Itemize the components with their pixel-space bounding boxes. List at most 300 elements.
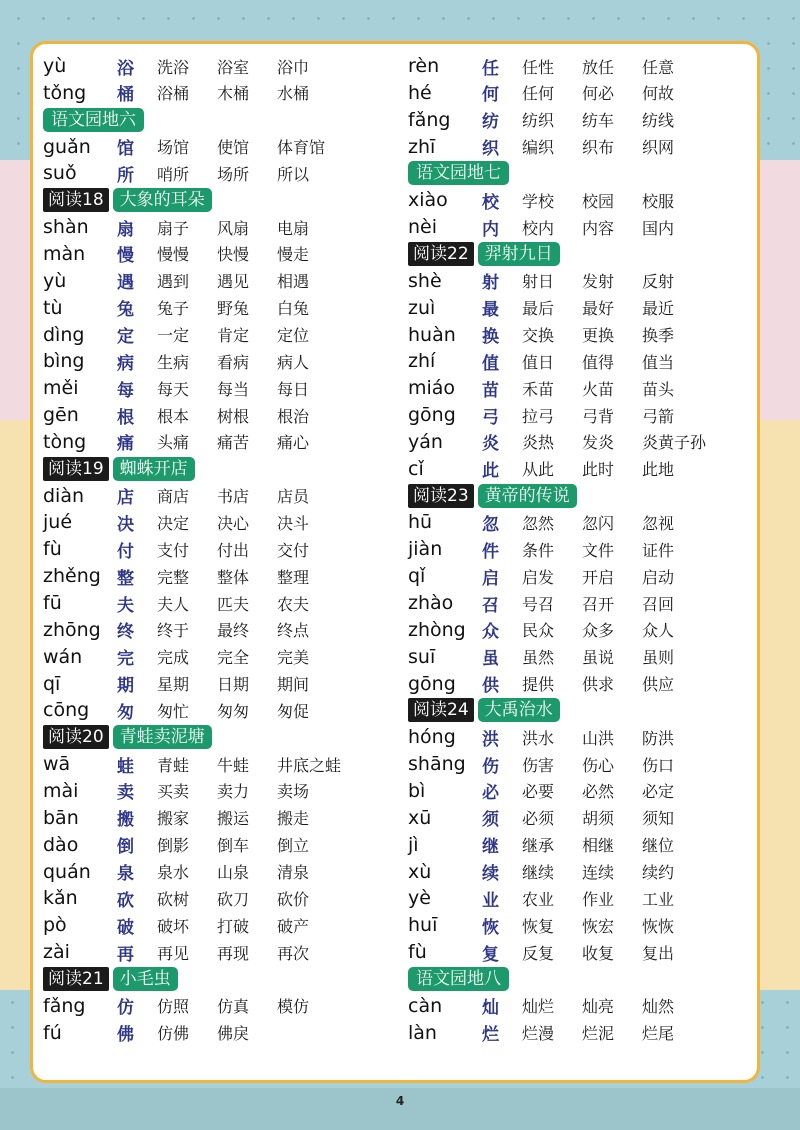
pinyin: bìng — [43, 350, 85, 373]
section-header — [408, 697, 560, 723]
character: 纺 — [482, 112, 499, 133]
example-word: 牛蛙 — [217, 755, 250, 775]
example-word: 遇见 — [217, 272, 250, 292]
vocab-row — [43, 375, 337, 401]
example-word: 任何 — [522, 84, 555, 104]
example-word: 最近 — [642, 299, 675, 319]
example-word: 发射 — [582, 272, 615, 292]
character: 须 — [482, 810, 499, 831]
example-word: 纺织 — [522, 111, 555, 131]
vocab-row — [43, 536, 337, 562]
vocab-row — [408, 617, 702, 643]
example-word: 所以 — [277, 164, 310, 184]
example-word: 必然 — [582, 782, 615, 802]
character: 此 — [482, 461, 499, 482]
pinyin: suī — [408, 645, 436, 668]
character: 苗 — [482, 380, 499, 401]
pinyin: yán — [408, 430, 443, 453]
example-word: 倒立 — [277, 836, 310, 856]
example-word: 发炎 — [582, 433, 615, 453]
character: 定 — [117, 327, 134, 347]
example-word: 学校 — [522, 191, 555, 211]
example-word: 号召 — [522, 594, 555, 614]
pinyin: càn — [408, 994, 443, 1017]
character: 件 — [482, 541, 499, 562]
example-word: 必要 — [522, 782, 555, 802]
example-word: 提供 — [522, 675, 555, 695]
pinyin: gōng — [408, 672, 456, 695]
example-word: 扇子 — [157, 218, 190, 238]
example-word: 忽视 — [642, 513, 675, 533]
example-word: 兔子 — [157, 299, 190, 319]
example-word: 浴室 — [217, 57, 250, 77]
example-word: 虽说 — [582, 648, 615, 668]
example-word: 何必 — [582, 84, 615, 104]
character: 最 — [482, 300, 499, 321]
pinyin: qǐ — [408, 565, 426, 588]
vocab-row — [408, 107, 702, 133]
pinyin: wán — [43, 645, 83, 668]
example-word: 场所 — [217, 164, 250, 184]
character: 织 — [482, 139, 499, 160]
vocab-row — [408, 402, 702, 428]
example-word: 倒影 — [157, 836, 190, 856]
example-word: 星期 — [157, 675, 190, 695]
pinyin: quán — [43, 860, 91, 883]
example-word: 召回 — [642, 594, 675, 614]
vocab-row — [43, 590, 337, 616]
example-word: 相遇 — [277, 272, 310, 292]
character: 蛙 — [117, 756, 134, 777]
vocab-row — [43, 751, 377, 777]
example-word: 校内 — [522, 218, 555, 238]
pinyin: jué — [43, 511, 73, 534]
example-word: 头痛 — [157, 433, 190, 453]
vocab-row — [43, 402, 337, 428]
character: 忽 — [482, 514, 499, 535]
example-word: 完美 — [277, 648, 310, 668]
example-word: 最终 — [217, 621, 250, 641]
vocab-row — [43, 160, 337, 186]
lesson-title-label: 黄帝的传说 — [478, 484, 577, 508]
vocab-row — [408, 348, 702, 374]
example-word: 浴桶 — [157, 84, 190, 104]
pinyin: dào — [43, 833, 79, 856]
example-word: 匹夫 — [217, 594, 250, 614]
lesson-number-label: 阅读18 — [43, 188, 109, 212]
character: 每 — [117, 380, 134, 401]
vocab-row — [43, 53, 337, 79]
section-header — [43, 724, 212, 750]
character: 内 — [482, 219, 499, 240]
example-word: 定位 — [277, 326, 310, 345]
character: 付 — [117, 541, 134, 562]
example-word: 织布 — [582, 138, 615, 158]
example-word: 树根 — [217, 406, 250, 426]
pinyin: fǎng — [43, 994, 86, 1017]
example-word: 使馆 — [217, 138, 250, 158]
example-word: 更换 — [582, 326, 615, 345]
example-word: 连续 — [582, 863, 615, 882]
vocab-row — [408, 187, 702, 213]
character: 灿 — [482, 998, 499, 1019]
vocab-row — [408, 134, 702, 160]
character: 仿 — [117, 998, 134, 1019]
example-word: 砍树 — [157, 889, 190, 909]
example-word: 电扇 — [277, 218, 310, 238]
character: 卖 — [117, 783, 134, 804]
example-word: 作业 — [582, 889, 615, 909]
character: 完 — [117, 649, 134, 670]
example-word: 日期 — [217, 675, 250, 695]
example-word: 支付 — [157, 540, 190, 560]
example-word: 破坏 — [157, 916, 190, 936]
example-word: 砍刀 — [217, 889, 250, 909]
example-word: 纺线 — [642, 111, 675, 131]
vocab-row — [408, 805, 702, 831]
example-word: 证件 — [642, 540, 675, 560]
example-word: 启动 — [642, 567, 675, 587]
character: 砍 — [117, 890, 134, 911]
example-word: 匆匆 — [217, 701, 250, 721]
character: 弓 — [482, 407, 499, 428]
vocab-row — [408, 1020, 702, 1046]
example-word: 买卖 — [157, 782, 190, 802]
character: 扇 — [117, 219, 134, 240]
lesson-title-label: 小毛虫 — [113, 967, 178, 991]
pinyin: tǒng — [43, 81, 87, 104]
example-word: 收复 — [582, 943, 615, 963]
vocab-row — [408, 429, 742, 455]
example-word: 砍价 — [277, 889, 310, 909]
vocab-row — [408, 295, 702, 321]
pinyin: guǎn — [43, 135, 91, 158]
example-word: 校服 — [642, 191, 675, 211]
page-number: 4 — [395, 1094, 405, 1108]
example-word: 拉弓 — [522, 406, 555, 426]
example-word: 防洪 — [642, 728, 675, 748]
vocab-row — [43, 134, 377, 160]
example-word: 最后 — [522, 299, 555, 319]
character: 整 — [117, 568, 134, 589]
example-word: 继续 — [522, 863, 555, 882]
example-word: 匆促 — [277, 701, 310, 721]
character: 夫 — [117, 595, 134, 616]
vocab-row — [43, 509, 337, 535]
example-word: 开启 — [582, 567, 615, 587]
character: 痛 — [117, 434, 134, 455]
example-word: 商店 — [157, 487, 190, 507]
example-word: 召开 — [582, 594, 615, 614]
character: 慢 — [117, 246, 134, 267]
example-word: 决心 — [217, 513, 250, 533]
vocab-row — [43, 617, 337, 643]
example-word: 每当 — [217, 379, 250, 399]
example-word: 搬走 — [277, 809, 310, 829]
character: 何 — [482, 85, 499, 106]
example-word: 书店 — [217, 487, 250, 507]
pinyin: dìng — [43, 323, 85, 346]
example-word: 火苗 — [582, 379, 615, 399]
section-title-label: 语文园地七 — [408, 161, 509, 185]
character: 值 — [482, 353, 499, 374]
example-word: 恢复 — [522, 916, 555, 936]
pinyin: zuì — [408, 296, 436, 319]
vocab-row — [43, 563, 337, 589]
lesson-title-label: 大禹治水 — [478, 698, 560, 722]
example-word: 忽闪 — [582, 513, 615, 533]
vocab-row — [408, 375, 702, 401]
character: 虽 — [482, 649, 499, 670]
character: 兔 — [117, 300, 134, 321]
example-word: 根治 — [277, 406, 310, 426]
character: 任 — [482, 58, 499, 79]
vocab-row — [408, 322, 702, 348]
vocab-row — [408, 751, 702, 777]
example-word: 虽则 — [642, 648, 675, 668]
lesson-number-label: 阅读22 — [408, 242, 474, 266]
character: 洪 — [482, 729, 499, 750]
example-word: 供应 — [642, 675, 675, 695]
pinyin: suǒ — [43, 162, 77, 185]
example-word: 终点 — [277, 621, 310, 641]
character: 终 — [117, 622, 134, 643]
example-word: 遇到 — [157, 272, 190, 292]
example-word: 恢恢 — [642, 916, 675, 936]
lesson-number-label: 阅读21 — [43, 967, 109, 991]
example-word: 决斗 — [277, 513, 310, 533]
pinyin: qī — [43, 672, 61, 695]
section-header — [43, 107, 144, 133]
pinyin: fù — [408, 941, 427, 964]
example-word: 交换 — [522, 326, 555, 345]
section-title-label: 语文园地八 — [408, 967, 509, 991]
pinyin: xù — [408, 860, 432, 883]
pinyin: jì — [408, 833, 419, 856]
pinyin: diàn — [43, 484, 85, 507]
pinyin: huàn — [408, 323, 456, 346]
vocab-row — [408, 832, 702, 858]
example-word: 倒车 — [217, 836, 250, 856]
example-word: 必须 — [522, 809, 555, 829]
example-word: 痛苦 — [217, 433, 250, 453]
lesson-number-label: 阅读20 — [43, 725, 109, 749]
vocab-row — [43, 1020, 277, 1046]
example-word: 灿然 — [642, 997, 675, 1017]
section-header — [43, 456, 195, 482]
character: 佛 — [117, 1025, 134, 1046]
example-word: 整理 — [277, 567, 310, 587]
example-word: 射日 — [522, 272, 555, 292]
example-word: 野兔 — [217, 299, 250, 319]
vocab-row — [43, 429, 337, 455]
character: 业 — [482, 890, 499, 911]
vocab-row — [43, 912, 337, 938]
example-word: 浴巾 — [277, 57, 310, 77]
pinyin: fù — [43, 538, 62, 561]
example-word: 付出 — [217, 540, 250, 560]
example-word: 校园 — [582, 191, 615, 211]
example-word: 烂尾 — [642, 1024, 675, 1044]
section-header — [43, 187, 212, 213]
example-word: 完成 — [157, 648, 190, 668]
section-title-label: 语文园地六 — [43, 108, 144, 132]
example-word: 反射 — [642, 272, 675, 292]
example-word: 炎热 — [522, 433, 555, 453]
example-word: 禾苗 — [522, 379, 555, 399]
example-word: 体育馆 — [277, 138, 326, 158]
vocab-row — [408, 509, 702, 535]
pinyin: fǎng — [408, 108, 451, 131]
example-word: 内容 — [582, 218, 615, 238]
example-word: 纺车 — [582, 111, 615, 131]
character: 续 — [482, 864, 499, 884]
section-header — [408, 241, 560, 267]
vocab-row — [43, 348, 337, 374]
example-word: 胡须 — [582, 809, 615, 829]
vocab-row — [43, 295, 337, 321]
pinyin: yù — [43, 269, 67, 292]
character: 浴 — [117, 58, 134, 79]
example-word: 场馆 — [157, 138, 190, 158]
lesson-title-label: 蜘蛛开店 — [113, 457, 195, 481]
vocab-row — [43, 832, 337, 858]
pinyin: xiào — [408, 189, 448, 212]
character: 破 — [117, 917, 134, 938]
example-word: 破产 — [277, 916, 310, 936]
character: 根 — [117, 407, 134, 428]
pinyin: tù — [43, 296, 63, 319]
example-word: 打破 — [217, 916, 250, 936]
vocab-row — [408, 912, 702, 938]
vocab-row — [43, 214, 337, 240]
section-header — [408, 966, 509, 992]
example-word: 再次 — [277, 943, 310, 963]
example-word: 虽然 — [522, 648, 555, 668]
example-word: 仿照 — [157, 997, 190, 1017]
vocab-row — [408, 53, 702, 79]
character: 校 — [482, 192, 499, 213]
character: 继 — [482, 837, 499, 858]
example-word: 何故 — [642, 84, 675, 104]
lesson-title-label: 青蛙卖泥塘 — [113, 725, 212, 749]
vocab-row — [408, 563, 702, 589]
example-word: 完全 — [217, 648, 250, 668]
character: 遇 — [117, 273, 134, 294]
example-word: 弓背 — [582, 406, 615, 426]
example-word: 农夫 — [277, 594, 310, 614]
vocab-row — [408, 993, 702, 1019]
example-word: 国内 — [642, 218, 675, 238]
example-word: 忽然 — [522, 513, 555, 533]
character: 换 — [482, 327, 499, 347]
example-word: 任性 — [522, 57, 555, 77]
example-word: 终于 — [157, 621, 190, 641]
pinyin: fū — [43, 592, 62, 614]
pinyin: fú — [43, 1021, 62, 1044]
character: 必 — [482, 783, 499, 804]
pinyin: zài — [43, 941, 70, 964]
example-word: 农业 — [522, 889, 555, 909]
example-word: 烂漫 — [522, 1024, 555, 1044]
pinyin: màn — [43, 242, 86, 265]
character: 复 — [482, 944, 499, 965]
vocabulary-panel — [30, 41, 760, 1083]
example-word: 供求 — [582, 675, 615, 695]
example-word: 再现 — [217, 943, 250, 963]
example-word: 众多 — [582, 621, 615, 641]
vocab-row — [43, 268, 337, 294]
example-word: 恢宏 — [582, 916, 615, 936]
character: 店 — [117, 488, 134, 509]
example-word: 须知 — [642, 809, 675, 829]
pinyin: shàn — [43, 216, 89, 239]
vocab-row — [408, 939, 702, 965]
example-word: 看病 — [217, 352, 250, 372]
example-word: 文件 — [582, 540, 615, 560]
lesson-title-label: 羿射九日 — [478, 242, 560, 266]
example-word: 山洪 — [582, 728, 615, 748]
example-word: 青蛙 — [157, 755, 190, 775]
example-word: 夫人 — [157, 594, 190, 614]
example-word: 弓箭 — [642, 406, 675, 426]
pinyin: làn — [408, 1021, 437, 1044]
example-word: 卖场 — [277, 782, 310, 802]
pinyin: hé — [408, 81, 432, 104]
character: 桶 — [117, 85, 134, 106]
pinyin: pò — [43, 914, 67, 937]
vocab-row — [43, 483, 337, 509]
pinyin: jiàn — [408, 538, 443, 561]
vocab-row — [43, 885, 337, 911]
example-word: 佛戾 — [217, 1024, 250, 1044]
example-word: 木桶 — [217, 84, 250, 104]
example-word: 每天 — [157, 379, 190, 399]
example-word: 苗头 — [642, 379, 675, 399]
example-word: 相继 — [582, 836, 615, 856]
example-word: 山泉 — [217, 863, 250, 882]
section-header — [408, 160, 509, 186]
example-word: 白兔 — [277, 299, 310, 319]
example-word: 伤心 — [582, 755, 615, 775]
vocab-row — [43, 241, 337, 267]
character: 匆 — [117, 702, 134, 723]
example-word: 再见 — [157, 943, 190, 963]
example-word: 搬运 — [217, 809, 250, 829]
example-word: 水桶 — [277, 84, 310, 104]
example-word: 必定 — [642, 782, 675, 802]
example-word: 编织 — [522, 138, 555, 158]
vocab-row — [408, 859, 702, 885]
example-word: 灿亮 — [582, 997, 615, 1017]
example-word: 匆忙 — [157, 701, 190, 721]
example-word: 洗浴 — [157, 57, 190, 77]
example-word: 工业 — [642, 889, 675, 909]
example-word: 仿真 — [217, 997, 250, 1017]
pinyin: wā — [43, 753, 71, 776]
character: 病 — [117, 353, 134, 374]
vocab-row — [43, 859, 337, 885]
example-word: 织网 — [642, 138, 675, 158]
pinyin: yù — [43, 55, 67, 77]
example-word: 启发 — [522, 567, 555, 587]
pinyin: miáo — [408, 377, 456, 400]
example-word: 泉水 — [157, 863, 190, 882]
example-word: 此地 — [642, 460, 675, 480]
pinyin: bì — [408, 779, 426, 802]
example-word: 仿佛 — [157, 1024, 190, 1044]
example-word: 继承 — [522, 836, 555, 856]
